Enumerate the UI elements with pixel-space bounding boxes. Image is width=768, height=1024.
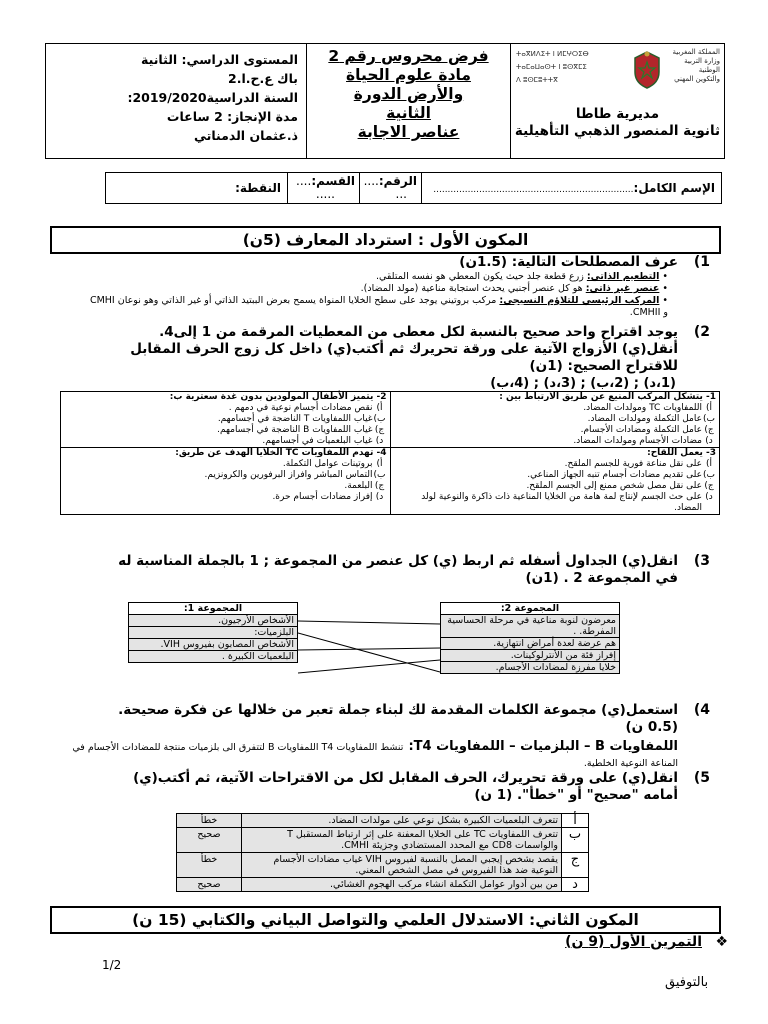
group2-item: هم عرضة لعدة أمراض انتهازية. (441, 638, 620, 650)
table-row: ب تتعرف اللمفاويات TC على الخلايا المعفنة على إثر ارتباط المستقبل T والواسمات CD8 مع المحدد المستضادي وجزيئة CMHI. صحيح (177, 828, 589, 853)
mcq-block-3: 3- يعمل اللقاح: أ) على نقل مناعة فورية للجسم الملقح. ب) على تقديم مضادات أجسام تنبه الجهاز المناعي. ج) على نقل مصل شخص ممنع إلى الجسم الملقح. د) على حث الجسم لإنتاج لمة هامة من الخلايا المناعية ذات ذاكرة والنوعية لولد المضاد. (390, 448, 720, 515)
group1-item: البلزميات: (129, 627, 298, 639)
q1-text: عرف المصطلحات التالية: (1.5ن) (459, 254, 678, 270)
diamond-bullet-icon: ❖ (715, 934, 728, 950)
q3-instructions: انقل(ي) الجداول أسفله ثم اربط (ي) كل عنصر من المجموعة ; 1 بالجملة المناسبة له في المجموعة 2 . (1ن) (118, 553, 678, 586)
ministry-tifinagh: ⵜⴰⴳⵍⴷⵉⵜ ⵏ ⵍⵎⵖⵔⵉⴱ ⵜⴰⵎⴰⵡⴰⵙⵜ ⵏ ⵓⵙⴳⵎⵉ ⴷ ⵓⵙⵎⵓⵜⵜⴳ (516, 50, 589, 84)
mcq-block-2: 2- يتميز الأطفال المولودين بدون غدة سعترية ب: أ) نقص مضادات أجسام نوعية في دمهم . ب) غياب اللمفاويات T الناضجة في أجسامهم. ج) غياب اللمفاويات B الناضجة في أجسامهم. د) غياب البلعميات في أجسامهم. (61, 392, 391, 448)
q5-instructions: انقل(ي) على ورقة تحريرك، الحرف المقابل لكل من الاقتراحات الآتية، ثم أكتب(ي) أمامه "صحيح" أو "خطأ". (1 ن) (133, 770, 678, 803)
q2-answer-pairs: (1،د) ; (2،ب) ; (3،د) ; (4،ب) (490, 376, 676, 391)
group1-table: المجموعة 1: الأشخاص الأرجيون. البلزميات: الأشخاص المصابون بفيروس VIH. البلعميات الكبيرة . (128, 602, 298, 663)
school-block (510, 44, 724, 158)
branch: باك ع.ح.ا.2 (228, 71, 298, 86)
matching-lines (298, 602, 440, 684)
group2-item: خلايا مفرزة لمضادات الأجسام. (441, 662, 620, 674)
teacher: ذ.عثمان الدمناتي (194, 128, 298, 143)
mcq-block-4: 4- تهدم اللمفاويات TC الخلايا الهدف عن طريق: أ) بروتينات عوامل التكملة. ب) التماس المباشر وافراز البرفورين والكرونزيم. ج) البلعمة. د) إفراز مضادات أجسام حرة. (61, 448, 391, 515)
q5-number: 5) (693, 770, 710, 786)
student-info-bar (105, 172, 722, 204)
grade-field[interactable]: النقطة: (235, 181, 281, 195)
number-field[interactable]: الرقم:.... ... (359, 173, 421, 203)
closing-note: بالتوفيق (665, 975, 709, 990)
group1-item: الأشخاص المصابون بفيروس VIH. (129, 639, 298, 651)
duration: مدة الإنجاز: 2 ساعات (166, 109, 298, 124)
group2-table: المجموعة 2: معرضون لنوبة مناعية في مرحلة الحساسية المفرطة. . هم عرضة لعدة أمراض انتهازية. إفراز فئة من الأنترلوكينات. خلايا مفرزة لمضادات الأجسام. (440, 602, 620, 674)
definition-item: • المركب الرئيسي للتلاؤم النسيجي: مركب بروتيني يوجد على سطح الخلايا المنواة يسمح بعرض الببتيد الذاتي أو غير الذاتي وهو نوعان CMHI و CMHII. (89, 295, 668, 318)
ministry-arabic: المملكة المغربية وزارة التربية الوطنية والتكوين المهني (672, 48, 720, 83)
exam-title: فرض محروس رقم 2 مادة علوم الحياة والأرض الدورة الثانية عناصر الاجابة (306, 44, 510, 158)
part1-title: المكون الأول : استرداد المعارف (5ن) (50, 226, 721, 254)
group2-item: إفراز فئة من الأنترلوكينات. (441, 650, 620, 662)
exam-header (45, 43, 725, 159)
directorate: مديرية طاطا (575, 106, 660, 122)
school-name: ثانوية المنصور الذهبي التأهيلية (514, 123, 721, 139)
q1-number: 1) (693, 254, 710, 270)
class-field[interactable]: القسم:.... ..... (287, 173, 359, 203)
q2-number: 2) (693, 324, 710, 340)
q5-true-false-table (176, 813, 589, 892)
q4-number: 4) (693, 702, 710, 718)
q4-instructions: استعمل(ي) مجموعة الكلمات المقدمة لك لبناء جملة تعبر من خلالها عن فكرة صحيحة. (0.5 ن) (118, 702, 678, 735)
q2-mcq-table (60, 391, 720, 515)
q2-instructions: يوجد اقتراح واحد صحيح بالنسبة لكل معطى من المعطيات المرقمة من 1 إلى4. أنقل(ي) الأزواج الآتية على ورقة تحريرك ثم أكتب(ي) داخل كل زوج الحرف المقابل للاقتراح الصحيح: (1ن) (130, 324, 678, 374)
part2-title: المكون الثاني: الاستدلال العلمي والتواصل البياني والكتابي (15 ن) (50, 906, 721, 934)
group1-item: البلعميات الكبيرة . (129, 651, 298, 663)
table-row: د من بين أدوار عوامل التكملة انشاء مركب الهجوم الغشائي. صحيح (177, 878, 589, 892)
table-row: أ تتعرف البلعميات الكبيرة بشكل نوعي على مولدات المضاد. خطأ (177, 814, 589, 828)
q3-number: 3) (693, 553, 710, 569)
q4-answer: اللمفاويات B – البلزميات – اللمفاويات T4: تنشط اللمفاويات T4 اللمفاويات B لتتفرق الى بلزميات منتجة للمضادات الأجسام في المناعة النوعية الخلطية. (72, 739, 678, 769)
exercise1-title: التمرين الأول (9 ن) (565, 934, 702, 950)
moroccan-emblem-icon (630, 50, 664, 90)
definition-item: • التطعيم الذاتي: زرع قطعة جلد حيث يكون المعطي هو نفسه المتلقي. (375, 271, 668, 282)
group1-item: الأشخاص الأرجيون. (129, 615, 298, 627)
level: المستوى الدراسي: الثانية (141, 52, 298, 67)
mcq-block-1: 1- يتشكل المركب المنيع عن طريق الارتباط بين : أ) اللمفاويات TC ومولدات المضاد. ب) عامل التكملة ومولدات المضاد. ج) عامل التكملة ومضادات الأجسام. د) مضادات الأجسام ومولدات المضاد. (390, 392, 720, 448)
full-name-field[interactable]: الإسم الكامل:...................................................................... (421, 173, 721, 203)
school-year: السنة الدراسية2019/2020: (127, 90, 298, 105)
group2-item: معرضون لنوبة مناعية في مرحلة الحساسية المفرطة. . (441, 615, 620, 638)
exam-meta (46, 44, 306, 158)
definition-item: • عنصر غير ذاتي: هو كل عنصر أجنبي يحدث استجابة مناعية (مولد المضاد). (360, 283, 668, 294)
q1-definitions (88, 271, 668, 319)
table-row: ج يقصد بشخص إيجبي المصل بالنسبة لفيروس VIH غياب مضادات الأجسام النوعية ضد هذا الفيروس في مصل الشخص المعني. خطأ (177, 853, 589, 878)
page-number: 1/2 (102, 958, 122, 972)
